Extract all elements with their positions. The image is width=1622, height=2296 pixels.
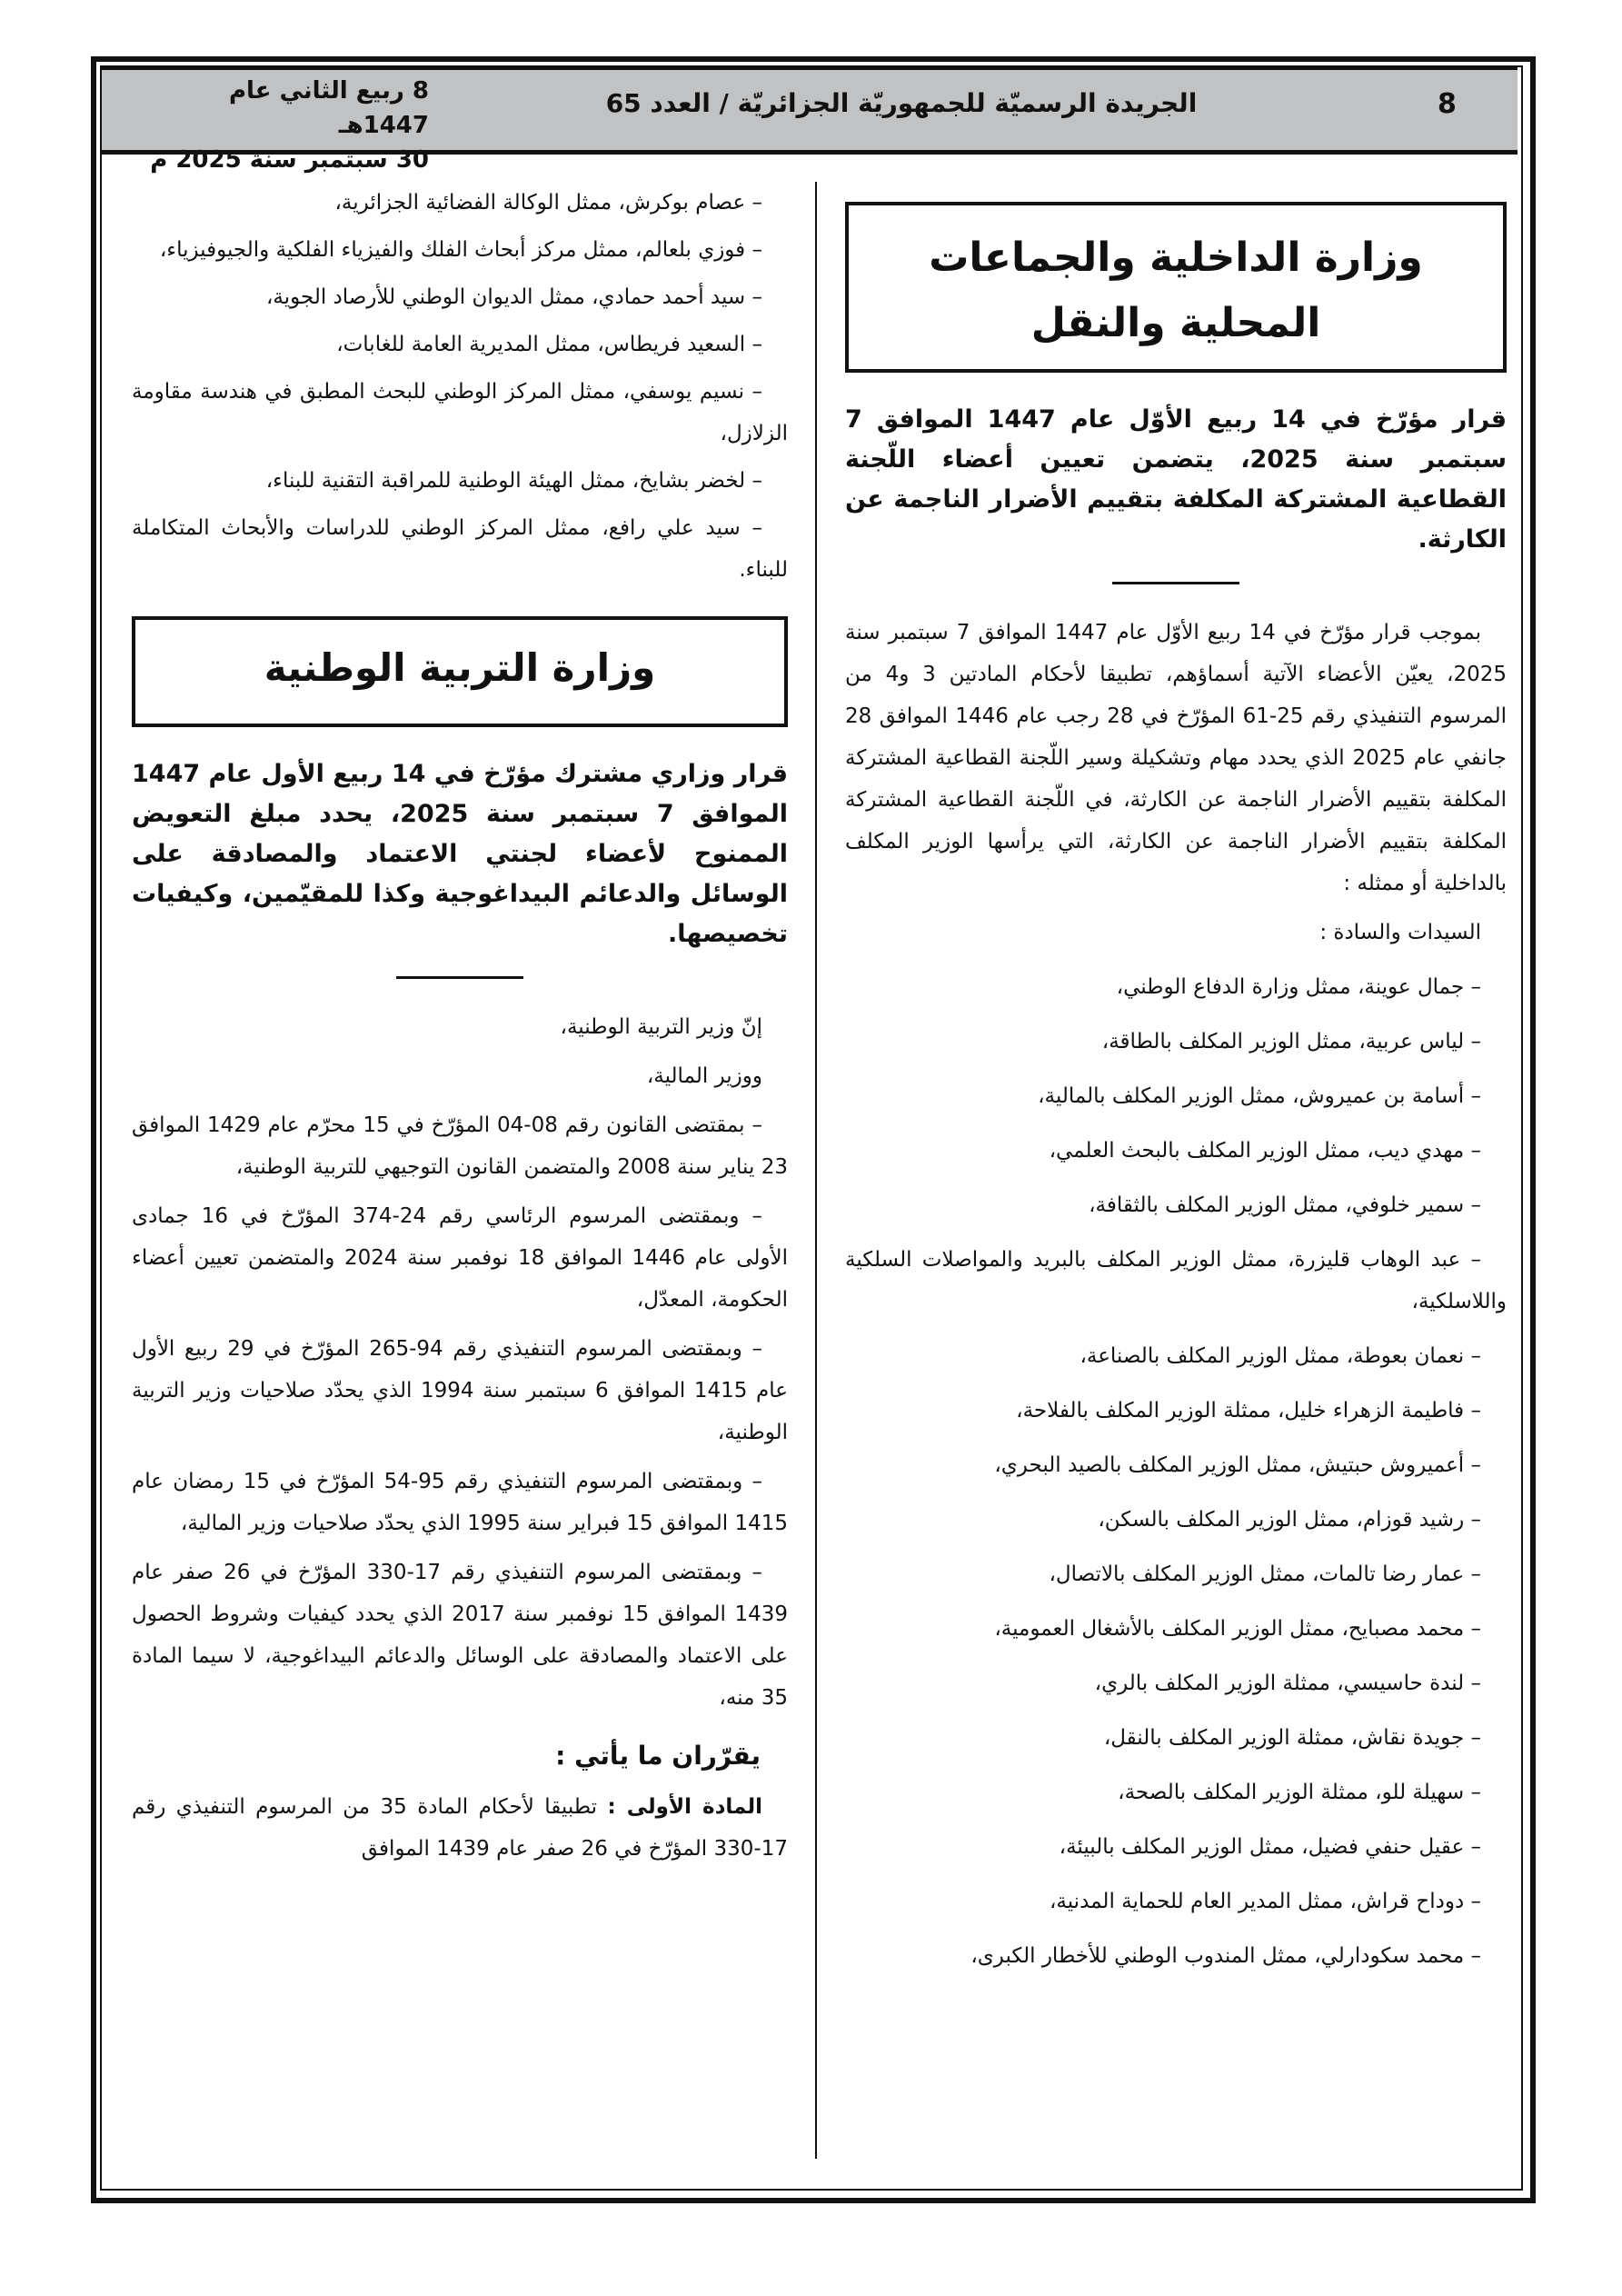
header-title: الجريدة الرسميّة للجمهوريّة الجزائريّة / العدد 65 (605, 88, 1198, 118)
article-1-text: تطبيقا لأحكام المادة 35 من المرسوم التنفيذي رقم 17-330 المؤرّخ في 26 صفر عام 1439 الموافق (132, 1795, 788, 1861)
decision-title: قرار وزاري مشترك مؤرّخ في 14 ربيع الأول عام 1447 الموافق 7 سبتمبر سنة 2025، يحدد مبلغ التعويض الممنوح لأعضاء لجنتي الاعتماد والمصادقة على الوسائل والدعائم البيداغوجية وكذا للمقيّمين، وكيفيات تخصيصها. (132, 760, 789, 948)
ministry-box-education: وزارة التربية الوطنية (132, 616, 788, 727)
ministry-box-interior (845, 202, 1507, 373)
list-item: – فاطيمة الزهراء خليل، ممثلة الوزير المكلف بالفلاحة، (1016, 1399, 1481, 1423)
list-item: – السعيد فريطاس، ممثل المديرية العامة للغابات، (336, 333, 762, 356)
header-date-gregorian: 30 سبتمبر سنة 2025 م (150, 146, 429, 174)
list-item: – مهدي ديب، ممثل الوزير المكلف بالبحث العلمي، (1049, 1139, 1481, 1163)
list-item: – سيد علي رافع، ممثل المركز الوطني للدراسات والأبحاث المتكاملة للبناء. (132, 516, 788, 582)
list-item: – عمار رضا تالمات، ممثل الوزير المكلف بالاتصال، (1049, 1562, 1481, 1586)
header-date-hijri: 8 ربيع الثاني عام 1447هـ (228, 77, 429, 139)
list-item: – سمير خلوفي، ممثل الوزير المكلف بالثقافة، (1089, 1193, 1481, 1217)
column-divider (815, 182, 817, 2159)
gazette-header (102, 67, 1518, 174)
left-column (132, 182, 788, 1877)
preamble-line: – وبمقتضى المرسوم التنفيذي رقم 95-54 المؤرّخ في 15 رمضان عام 1415 الموافق 15 فبراير سنة 1995 الذي يحدّد صلاحيات وزير المالية، (132, 1470, 788, 1535)
list-item: – لندة حاسيسي، ممثلة الوزير المكلف بالري، (1094, 1672, 1481, 1695)
list-item: – عقيل حنفي فضيل، ممثل الوزير المكلف بالبيئة، (1059, 1835, 1481, 1859)
decision-title: قرار مؤرّخ في 14 ربيع الأوّل عام 1447 الموافق 7 سبتمبر سنة 2025، يتضمن تعيين أعضاء اللّجنة القطاعية المشتركة المكلفة بتقييم الأضرار الناجمة عن الكارثة. (845, 405, 1508, 554)
list-item: – نسيم يوسفي، ممثل المركز الوطني للبحث المطبق في هندسة مقاومة الزلازل، (132, 380, 788, 445)
preamble-line: إنّ وزير التربية الوطنية، (560, 1015, 762, 1039)
list-item: – أسامة بن عميروش، ممثل الوزير المكلف بالمالية، (1038, 1084, 1481, 1108)
right-column (845, 202, 1507, 1990)
decide-heading: يقرّران ما يأتي : (555, 1741, 761, 1771)
page-number: 8 (1438, 88, 1457, 120)
article-1-label: المادة الأولى : (607, 1795, 762, 1819)
preamble-line: – وبمقتضى المرسوم الرئاسي رقم 24-374 المؤرّخ في 16 جمادى الأولى عام 1446 الموافق 18 نوفمبر سنة 2024 والمتضمن تعيين أعضاء الحكومة، المعدّل، (132, 1204, 788, 1312)
list-item: – جمال عوينة، ممثل وزارة الدفاع الوطني، (1116, 975, 1481, 999)
preamble-line: – وبمقتضى المرسوم التنفيذي رقم 17-330 المؤرّخ في 26 صفر عام 1439 الموافق 15 نوفمبر سنة 2017 الذي يحدد كيفيات وشروط الحصول على الاعتماد والمصادقة على الوسائل والدعائم البيداغوجية، لا سيما المادة 35 منه، (132, 1561, 789, 1710)
preamble-line: ووزير المالية، (646, 1064, 762, 1088)
list-item: – نعمان بعوطة، ممثل الوزير المكلف بالصناعة، (1080, 1344, 1481, 1368)
members-list-continued (132, 182, 788, 591)
list-item: – رشيد قوزام، ممثل الوزير المكلف بالسكن، (1098, 1508, 1481, 1532)
ministry-title-line: وزارة الداخلية والجماعات (929, 235, 1423, 281)
list-item: – دوداح قراش، ممثل المدير العام للحماية المدنية، (1049, 1890, 1481, 1913)
article-1 (132, 1786, 788, 1870)
list-item: – محمد مصبايح، ممثل الوزير المكلف بالأشغال العمومية، (994, 1617, 1481, 1641)
list-item: – محمد سكودارلي، ممثل المندوب الوطني للأخطار الكبرى، (970, 1944, 1481, 1968)
list-item: – سهيلة للو، ممثلة الوزير المكلف بالصحة، (1118, 1781, 1481, 1804)
header-date (138, 74, 429, 177)
list-item: – جويدة نقاش، ممثلة الوزير المكلف بالنقل، (1103, 1726, 1481, 1750)
list-item: – فوزي بلعالم، ممثل مركز أبحاث الفلك والفيزياء الفلكية والجيوفيزياء، (159, 238, 762, 262)
decision-intro: بموجب قرار مؤرّخ في 14 ربيع الأوّل عام 1447 الموافق 7 سبتمبر سنة 2025، يعيّن الأعضاء الآتية أسماؤهم، تطبيقا لأحكام المادتين 3 و4 من المرسوم التنفيذي رقم 25-61 المؤرّخ في 28 رجب عام 1446 الموافق 28 جانفي عام 2025 الذي يحدد مهام وتشكيلة وسير اللّجنة القطاعية المشتركة المكلفة بتقييم الأضرار الناجمة عن الكارثة، في اللّجنة القطاعية المشتركة المكلفة بتقييم الأضرار الناجمة عن الكارثة، التي يرأسها الوزير المكلف بالداخلية أو ممثله : (845, 621, 1508, 895)
preamble-line: – بمقتضى القانون رقم 08-04 المؤرّخ في 15 محرّم عام 1429 الموافق 23 يناير سنة 2008 والمتضمن القانون التوجيهي للتربية الوطنية، (132, 1113, 788, 1179)
list-item: – عبد الوهاب قليزرة، ممثل الوزير المكلف بالبريد والمواصلات السلكية واللاسلكية، (845, 1248, 1507, 1313)
preamble-line: – وبمقتضى المرسوم التنفيذي رقم 94-265 المؤرّخ في 29 ربيع الأول عام 1415 الموافق 6 سبتمبر سنة 1994 الذي يحدّد صلاحيات وزير التربية الوطنية، (132, 1337, 789, 1444)
list-item: – لخضر بشايخ، ممثل الهيئة الوطنية للمراقبة التقنية للبناء، (265, 469, 762, 493)
members-list (845, 966, 1507, 1977)
separator-rule (1112, 582, 1239, 584)
list-item: – سيد أحمد حمادي، ممثل الديوان الوطني للأرصاد الجوية، (265, 285, 762, 309)
list-item: – عصام بوكرش، ممثل الوكالة الفضائية الجزائرية، (334, 191, 762, 215)
list-item: – لياس عربية، ممثل الوزير المكلف بالطاقة، (1101, 1030, 1481, 1053)
salutation: السيدات والسادة : (1319, 921, 1481, 944)
ministry-title-line: المحلية والنقل (1030, 300, 1321, 346)
list-item: – أعميروش حبتيش، ممثل الوزير المكلف بالصيد البحري، (994, 1453, 1481, 1477)
separator-rule (396, 976, 523, 979)
